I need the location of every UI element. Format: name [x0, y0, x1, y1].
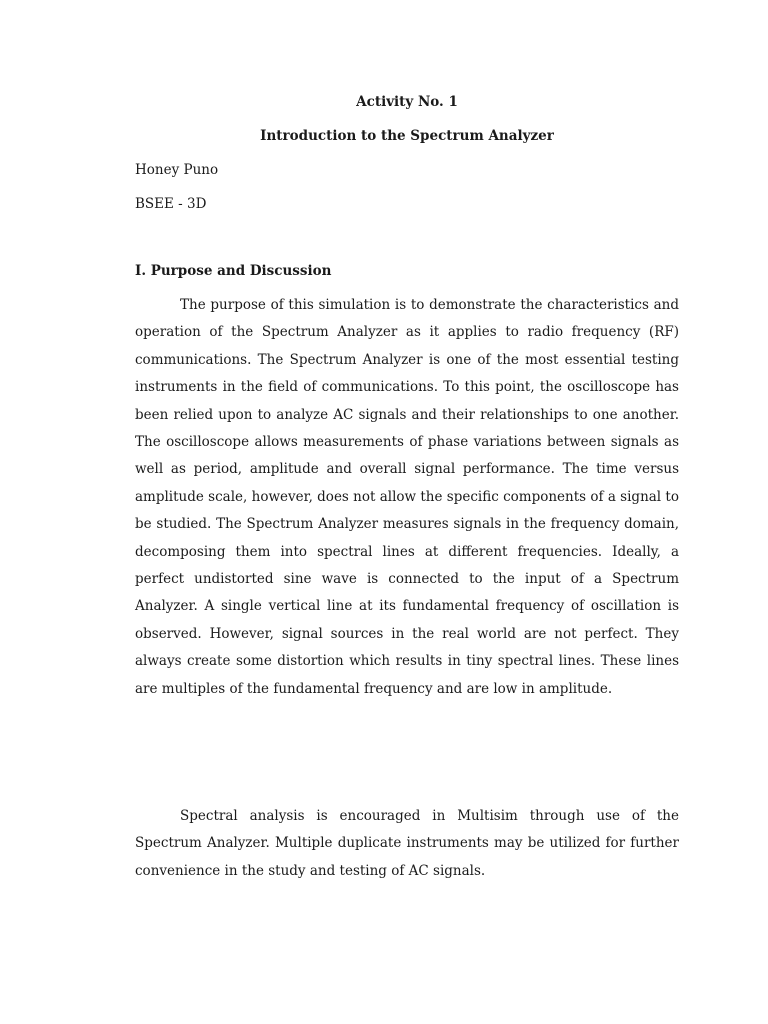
- paragraph-purpose: The purpose of this simulation is to demonstrate the characteristics and operation of the Spectrum Analyzer as it applies to radio frequency (RF) communications. The Spectrum Analyzer is one of the most essential testing instruments in the field of communications. To this point, the oscilloscope has been relied upon to analyze AC signals and their relationships to one another. The oscilloscope allows measurements of phase variations between signals as well as period, amplitude and overall signal performance. The time versus amplitude scale, however, does not allow the specific components of a signal to be studied. The Spectrum Analyzer measures signals in the frequency domain, decomposing them into spectral lines at different frequencies. Ideally, a perfect undistorted sine wave is connected to the input of a Spectrum Analyzer. A single vertical line at its fundamental frequency of oscillation is observed. However, signal sources in the real world are not perfect. They always create some distortion which results in tiny spectral lines. These lines are multiples of the fundamental frequency and are low in amplitude.: [135, 297, 679, 697]
- document-title: Activity No. 1: [356, 94, 458, 110]
- author-name: Honey Puno: [135, 162, 219, 178]
- section-heading: I. Purpose and Discussion: [135, 263, 332, 279]
- paragraph-spectral-analysis: Spectral analysis is encouraged in Multisim through use of the Spectrum Analyzer. Multiple duplicate instruments may be utilized for further convenience in the study and testing of AC signals.: [135, 808, 679, 879]
- document-subtitle: Introduction to the Spectrum Analyzer: [260, 128, 554, 144]
- course-section: BSEE - 3D: [135, 196, 207, 212]
